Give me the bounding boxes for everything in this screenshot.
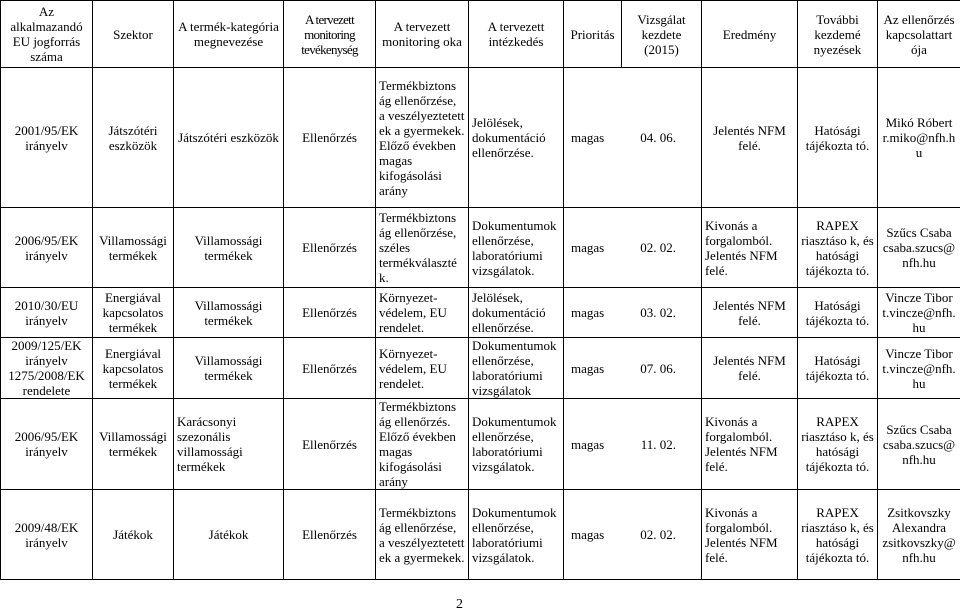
category-cell: Karácsonyi szezonális villamossági termékek	[174, 399, 284, 490]
table-row	[1, 208, 960, 288]
measure-cell: Dokumentumok ellenőrzése, laboratóriumi vizsgálatok	[469, 338, 564, 399]
header-sector: Szektor	[93, 1, 174, 68]
start-value: 11. 02.	[640, 436, 676, 452]
contact-cell: Szűcs Csaba csaba.szucs@ nfh.hu	[878, 208, 960, 288]
start-value: 07. 06.	[640, 360, 676, 376]
priority-value: magas	[571, 436, 605, 452]
header-further: További kezdemé nyezések	[798, 1, 878, 68]
header-contact: Az ellenőrzés kapcsolattart ója	[878, 1, 960, 68]
reason-cell: Környezet-védelem, EU rendelet.	[376, 338, 469, 399]
contact-cell: Mikó Róbert r.miko@nfh.h u	[878, 68, 960, 208]
reason-cell: Környezet-védelem, EU rendelet.	[376, 288, 469, 338]
measure-cell: Jelölések, dokumentáció ellenőrzése.	[469, 68, 564, 208]
activity-cell: Ellenőrzés	[284, 68, 376, 208]
header-row	[1, 1, 960, 68]
activity-cell: Ellenőrzés	[284, 399, 376, 490]
activity-cell: Ellenőrzés	[284, 208, 376, 288]
further-cell: RAPEX riasztáso k, és hatósági tájékozta tó.	[798, 208, 878, 288]
law-cell: 2009/125/EK irányelv 1275/2008/EK rendelete	[1, 338, 93, 399]
priority-value: magas	[571, 360, 605, 376]
priority-value: magas	[571, 240, 605, 255]
further-cell: Hatósági tájékozta tó.	[798, 68, 878, 208]
result-cell: Jelentés NFM felé.	[702, 338, 798, 399]
reason-cell: Termékbiztons ág ellenőrzése, a veszélyeztetett ek a gyermekek. Előző években magas kifogásolási arány	[376, 68, 469, 208]
sector-cell: Energiával kapcsolatos termékek	[93, 288, 174, 338]
reason-cell: Termékbiztons ág ellenőrzése, széles termékválaszté k.	[376, 208, 469, 288]
category-cell: Villamossági termékek	[174, 338, 284, 399]
sector-cell: Energiával kapcsolatos termékek	[93, 338, 174, 399]
priority-start-cell	[564, 490, 702, 580]
result-cell: Kivonás a forgalomból. Jelentés NFM felé.	[702, 208, 798, 288]
result-cell: Kivonás a forgalomból. Jelentés NFM felé.	[702, 490, 798, 580]
header-reason: A tervezett monitoring oka	[376, 1, 469, 68]
result-cell: Jelentés NFM felé.	[702, 288, 798, 338]
measure-cell: Dokumentumok ellenőrzése, laboratóriumi vizsgálatok.	[469, 399, 564, 490]
priority-start-cell	[564, 399, 702, 490]
measure-cell: Dokumentumok ellenőrzése, laboratóriumi vizsgálatok.	[469, 208, 564, 288]
header-result: Eredmény	[702, 1, 798, 68]
activity-cell: Ellenőrzés	[284, 288, 376, 338]
law-cell: 2006/95/EK irányelv	[1, 208, 93, 288]
header-category: A termék-kategória megnevezése	[174, 1, 284, 68]
start-value: 02. 02.	[640, 527, 676, 542]
measure-cell: Dokumentumok ellenőrzése, laboratóriumi vizsgálatok.	[469, 490, 564, 580]
further-cell: Hatósági tájékozta tó.	[798, 338, 878, 399]
activity-cell: Ellenőrzés	[284, 490, 376, 580]
table-row	[1, 399, 960, 490]
sector-cell: Játékok	[93, 490, 174, 580]
reason-cell: Termékbiztons ág ellenőrzés. Előző években magas kifogásolási arány	[376, 399, 469, 490]
category-cell: Játékok	[174, 490, 284, 580]
category-cell: Villamossági termékek	[174, 288, 284, 338]
contact-cell: Szűcs Csaba csaba.szucs@ nfh.hu	[878, 399, 960, 490]
table-row	[1, 490, 960, 580]
contact-cell: Vincze Tibor t.vincze@nfh. hu	[878, 338, 960, 399]
further-cell: RAPEX riasztáso k, és hatósági tájékozta tó.	[798, 490, 878, 580]
priority-start-cell	[564, 68, 702, 208]
priority-start-cell	[564, 208, 702, 288]
contact-cell: Vincze Tibor t.vincze@nfh. hu	[878, 288, 960, 338]
sector-cell: Villamossági termékek	[93, 208, 174, 288]
further-cell: RAPEX riasztáso k, és hatósági tájékozta tó.	[798, 399, 878, 490]
law-cell: 2009/48/EK irányelv	[1, 490, 93, 580]
start-value: 02. 02.	[640, 240, 676, 255]
header-measure: A tervezett intézkedés	[469, 1, 564, 68]
priority-start-cell	[564, 288, 702, 338]
sector-cell: Játszótéri eszközök	[93, 68, 174, 208]
priority-value: magas	[571, 527, 605, 542]
priority-start-cell	[564, 338, 702, 399]
table-row	[1, 68, 960, 208]
header-priority: Prioritás	[564, 1, 622, 68]
start-value: 03. 02.	[640, 305, 676, 320]
start-value: 04. 06.	[640, 130, 676, 145]
reason-cell: Termékbiztons ág ellenőrzése, a veszélyeztetett ek a gyermekek.	[376, 490, 469, 580]
measure-cell: Jelölések, dokumentáció ellenőrzése.	[469, 288, 564, 338]
header-law: Az alkalmazandó EU jogforrás száma	[1, 1, 93, 68]
header-start: Vizsgálat kezdete (2015)	[622, 1, 702, 68]
header-activity: A tervezett monitoring tevékenység	[284, 1, 376, 68]
category-cell: Villamossági termékek	[174, 208, 284, 288]
category-cell: Játszótéri eszközök	[174, 68, 284, 208]
contact-cell: Zsitkovszky Alexandra zsitkovszky@ nfh.hu	[878, 490, 960, 580]
result-cell: Kivonás a forgalomból. Jelentés NFM felé.	[702, 399, 798, 490]
table-row	[1, 288, 960, 338]
law-cell: 2001/95/EK irányelv	[1, 68, 93, 208]
result-cell: Jelentés NFM felé.	[702, 68, 798, 208]
further-cell: Hatósági tájékozta tó.	[798, 288, 878, 338]
priority-value: magas	[571, 130, 605, 145]
priority-value: magas	[571, 305, 605, 320]
table-row	[1, 338, 960, 399]
law-cell: 2006/95/EK irányelv	[1, 399, 93, 490]
sector-cell: Villamossági termékek	[93, 399, 174, 490]
law-cell: 2010/30/EU irányelv	[1, 288, 93, 338]
page-number: 2	[456, 597, 463, 612]
activity-cell: Ellenőrzés	[284, 338, 376, 399]
